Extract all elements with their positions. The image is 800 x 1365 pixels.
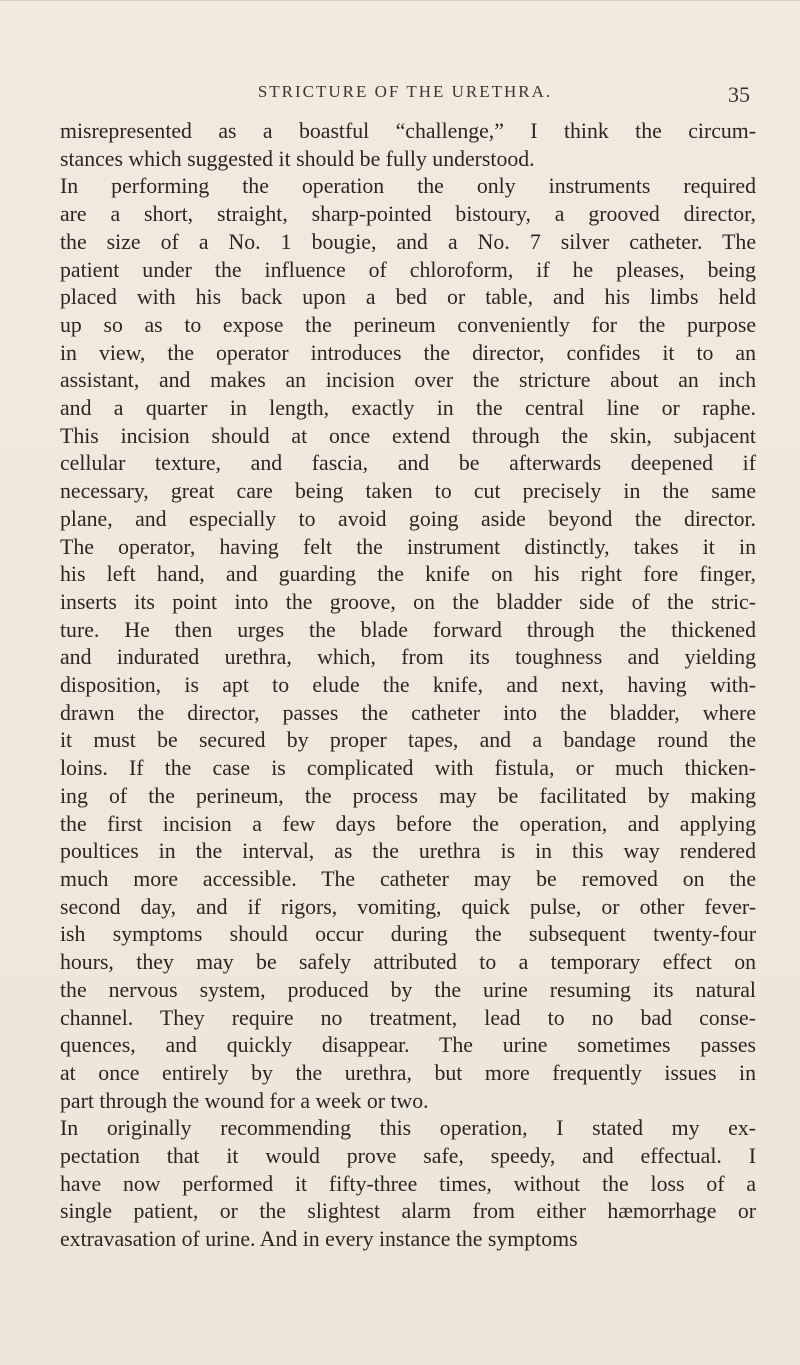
text-line: quences, and quickly disappear. The urine sometimes passes	[60, 1033, 756, 1058]
text-line: This incision should at once extend through the skin, subjacent	[60, 423, 756, 448]
text-line: single patient, or the slightest alarm from either hæmorrhage or	[60, 1199, 756, 1224]
text-line: his left hand, and guarding the knife on his right fore finger,	[60, 562, 756, 587]
text-line: assistant, and makes an incision over the stricture about an inch	[60, 368, 756, 393]
text-line: extravasation of urine. And in every instance the symptoms	[60, 1227, 578, 1252]
page-number: 35	[728, 82, 750, 107]
body-text	[60, 118, 756, 1254]
page-edge	[0, 0, 800, 9]
running-title: STRICTURE OF THE URETHRA.	[257, 82, 553, 101]
text-line: the first incision a few days before the operation, and applying	[60, 811, 756, 836]
text-line: plane, and especially to avoid going aside beyond the director.	[60, 506, 756, 531]
text-line: disposition, is apt to elude the knife, and next, having with-	[60, 673, 756, 698]
text-line: have now performed it fifty-three times, without the loss of a	[60, 1171, 756, 1196]
text-line: in view, the operator introduces the director, confides it to an	[60, 340, 756, 365]
text-line: at once entirely by the urethra, but more frequently issues in	[60, 1060, 756, 1085]
text-line: up so as to expose the perineum conveniently for the purpose	[60, 312, 756, 337]
text-line: channel. They require no treatment, lead to no bad conse-	[60, 1005, 756, 1030]
text-line: pectation that it would prove safe, speedy, and effectual. I	[60, 1144, 756, 1169]
text-line: In originally recommending this operation, I stated my ex-	[60, 1116, 756, 1141]
text-line: The operator, having felt the instrument distinctly, takes it in	[60, 534, 756, 559]
text-line: ish symptoms should occur during the subsequent twenty-four	[60, 922, 756, 947]
text-line: drawn the director, passes the catheter into the bladder, where	[60, 700, 756, 725]
text-line: hours, they may be safely attributed to a temporary effect on	[60, 950, 756, 975]
text-line: part through the wound for a week or two.	[60, 1088, 429, 1113]
text-line: and a quarter in length, exactly in the central line or raphe.	[60, 396, 756, 421]
text-line: placed with his back upon a bed or table, and his limbs held	[60, 285, 756, 310]
text-line: are a short, straight, sharp-pointed bistoury, a grooved director,	[60, 202, 756, 227]
text-line: poultices in the interval, as the urethra is in this way rendered	[60, 839, 756, 864]
running-head	[60, 82, 750, 108]
text-line: loins. If the case is complicated with fistula, or much thicken-	[60, 756, 756, 781]
text-line: and indurated urethra, which, from its toughness and yielding	[60, 645, 756, 670]
text-line: ing of the perineum, the process may be facilitated by making	[60, 783, 756, 808]
text-line: ture. He then urges the blade forward through the thickened	[60, 617, 756, 642]
text-line: cellular texture, and fascia, and be afterwards deepened if	[60, 451, 756, 476]
text-line: second day, and if rigors, vomiting, quick pulse, or other fever-	[60, 894, 756, 919]
text-line: inserts its point into the groove, on the bladder side of the stric-	[60, 589, 756, 614]
text-line: the nervous system, produced by the urine resuming its natural	[60, 977, 756, 1002]
text-line: In performing the operation the only instruments required	[60, 174, 756, 199]
text-line: necessary, great care being taken to cut precisely in the same	[60, 479, 756, 504]
text-line: stances which suggested it should be fully understood.	[60, 146, 535, 171]
text-line: misrepresented as a boastful “challenge,” I think the circum-	[60, 119, 756, 143]
text-line: much more accessible. The catheter may be removed on the	[60, 866, 756, 891]
text-line: the size of a No. 1 bougie, and a No. 7 silver catheter. The	[60, 229, 756, 254]
text-line: it must be secured by proper tapes, and a bandage round the	[60, 728, 756, 753]
text-line: patient under the influence of chloroform, if he pleases, being	[60, 257, 756, 282]
